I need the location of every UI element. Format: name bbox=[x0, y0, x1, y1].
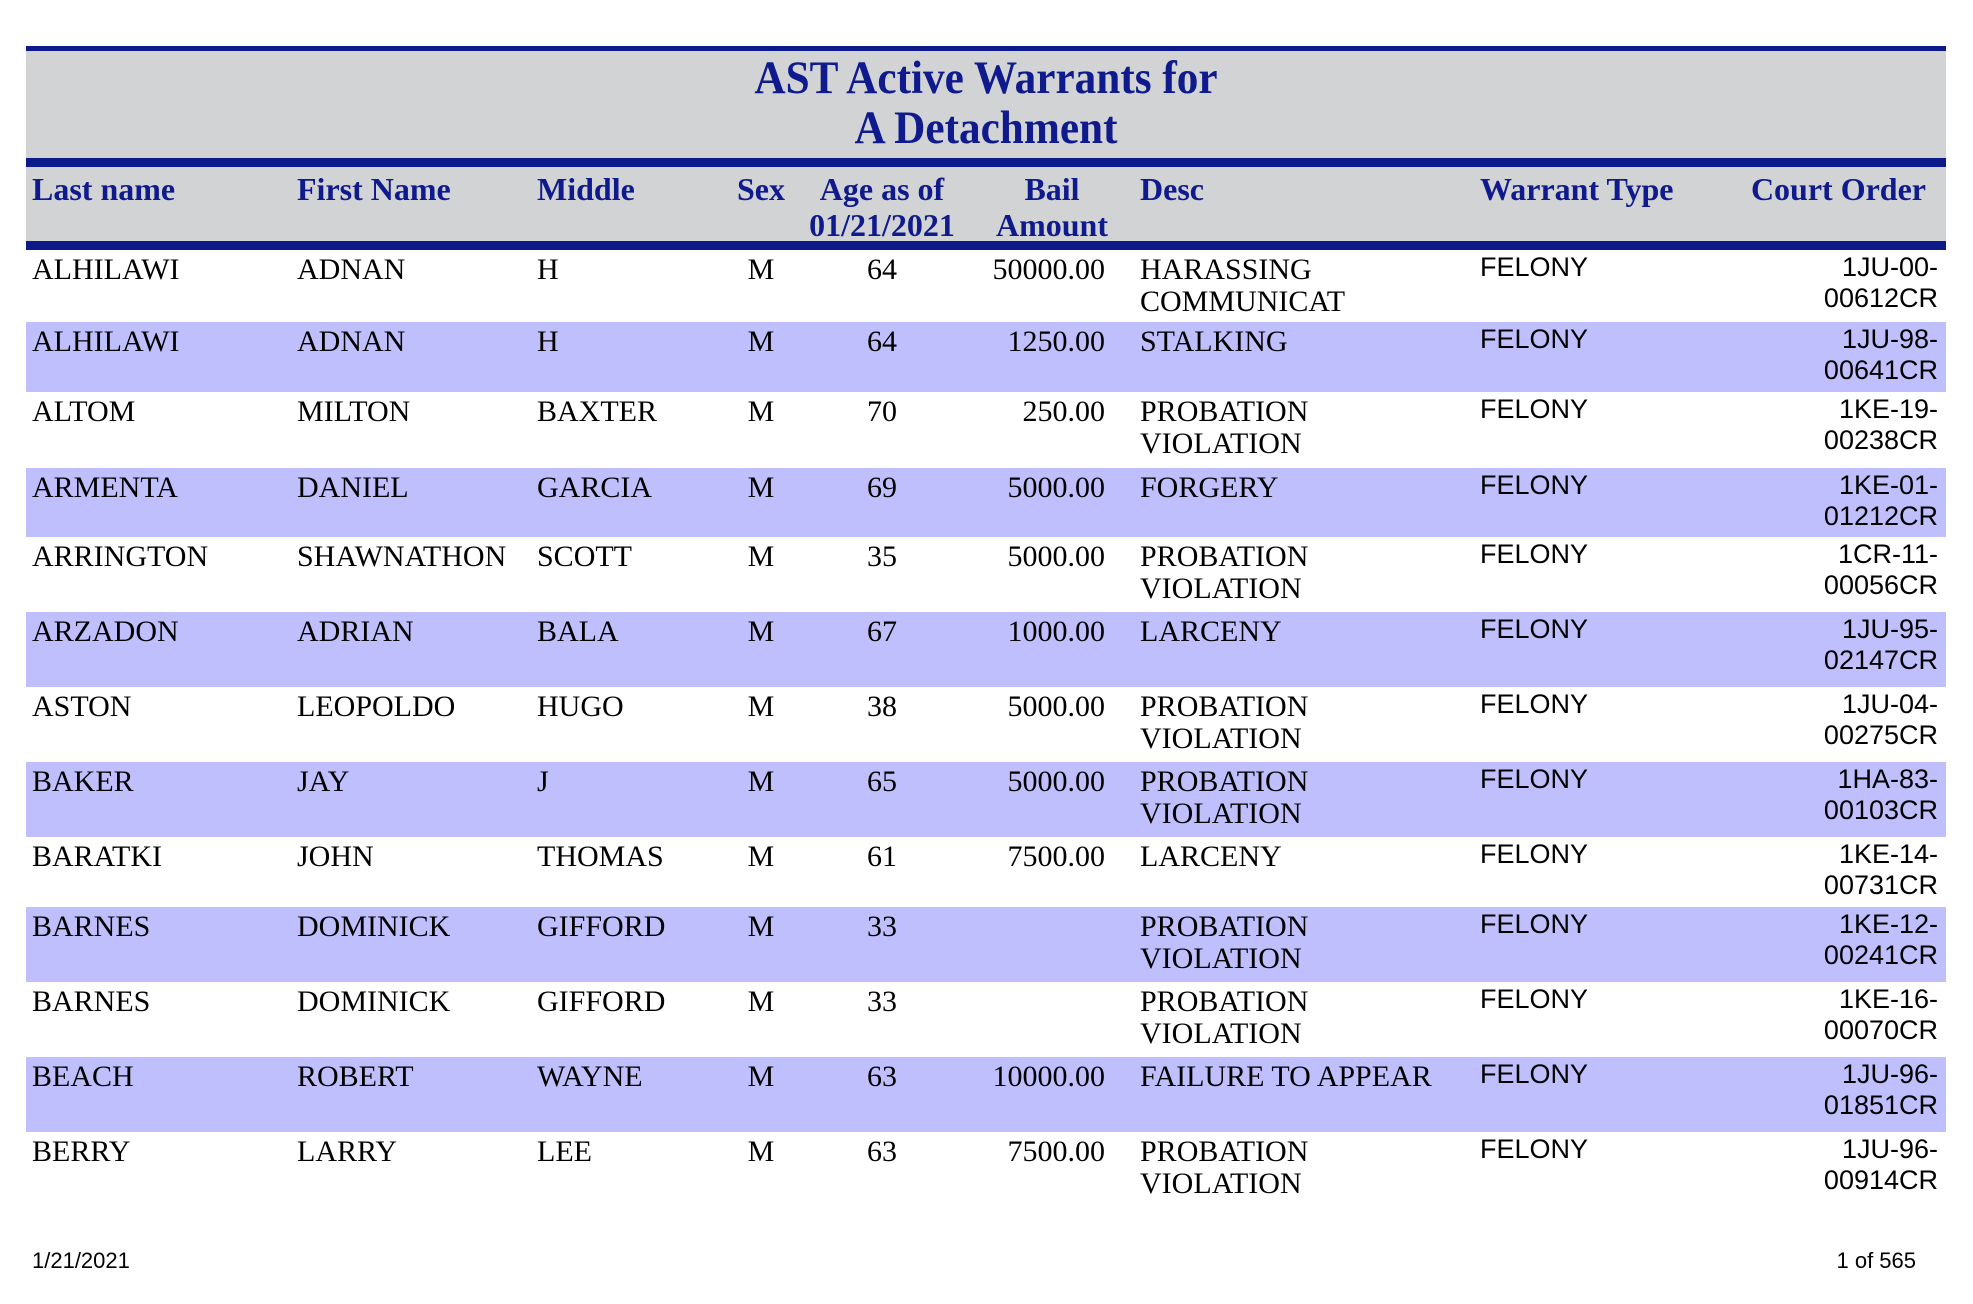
col-bail bbox=[984, 171, 1120, 243]
cell-last-name: BAKER bbox=[32, 765, 134, 798]
col-age-line2: 01/21/2021 bbox=[809, 207, 955, 243]
col-bail-line1: Bail bbox=[1024, 171, 1080, 207]
cell-middle: GIFFORD bbox=[537, 910, 666, 943]
cell-court-order-line2: 01212CR bbox=[1823, 501, 1938, 531]
cell-desc bbox=[1140, 841, 1282, 873]
cell-court-order-line2: 00641CR bbox=[1823, 355, 1938, 385]
cell-court-order-line2: 02147CR bbox=[1823, 645, 1938, 675]
cell-desc bbox=[1140, 766, 1308, 830]
cell-court-order-line1: 1JU-96- bbox=[1841, 1059, 1938, 1089]
cell-last-name: ALTOM bbox=[32, 395, 136, 428]
cell-sex: M bbox=[747, 540, 775, 573]
cell-middle: H bbox=[537, 253, 559, 286]
cell-age: 67 bbox=[867, 615, 897, 648]
cell-age: 63 bbox=[867, 1135, 897, 1168]
cell-bail-amount: 5000.00 bbox=[1007, 540, 1105, 573]
cell-sex: M bbox=[747, 1135, 775, 1168]
cell-desc-line2: VIOLATION bbox=[1140, 722, 1302, 755]
col-age bbox=[801, 171, 963, 243]
cell-middle: WAYNE bbox=[537, 1060, 643, 1093]
cell-desc-line1: STALKING bbox=[1140, 325, 1288, 358]
cell-warrant-type: FELONY bbox=[1480, 764, 1589, 794]
cell-age: 63 bbox=[867, 1060, 897, 1093]
cell-court-order bbox=[1824, 614, 1938, 676]
cell-warrant-type: FELONY bbox=[1480, 689, 1589, 719]
cell-last-name: ARZADON bbox=[32, 615, 179, 648]
cell-sex: M bbox=[747, 325, 775, 358]
cell-last-name: ALHILAWI bbox=[32, 253, 180, 286]
cell-desc bbox=[1140, 1061, 1432, 1093]
cell-warrant-type: FELONY bbox=[1480, 394, 1589, 424]
table-row bbox=[26, 1057, 1946, 1132]
cell-first-name: DOMINICK bbox=[297, 985, 451, 1018]
col-age-line1: Age as of bbox=[819, 171, 945, 207]
cell-age: 38 bbox=[867, 690, 897, 723]
table-row bbox=[26, 537, 1946, 612]
cell-desc bbox=[1140, 911, 1308, 975]
cell-court-order-line2: 00612CR bbox=[1823, 283, 1938, 313]
cell-court-order bbox=[1824, 470, 1938, 532]
cell-court-order bbox=[1824, 839, 1938, 901]
cell-sex: M bbox=[747, 615, 775, 648]
table-row bbox=[26, 907, 1946, 982]
cell-warrant-type: FELONY bbox=[1480, 324, 1589, 354]
cell-desc-line2: COMMUNICAT bbox=[1140, 285, 1346, 318]
cell-first-name: JOHN bbox=[297, 840, 374, 873]
cell-bail-amount: 250.00 bbox=[1022, 395, 1105, 428]
cell-court-order-line1: 1JU-00- bbox=[1841, 252, 1938, 282]
cell-age: 70 bbox=[867, 395, 897, 428]
cell-court-order-line2: 00103CR bbox=[1823, 795, 1938, 825]
cell-warrant-type: FELONY bbox=[1480, 909, 1589, 939]
table-row bbox=[26, 982, 1946, 1057]
cell-warrant-type: FELONY bbox=[1480, 839, 1589, 869]
cell-middle: GARCIA bbox=[537, 471, 653, 504]
cell-middle: BAXTER bbox=[537, 395, 657, 428]
cell-court-order bbox=[1824, 689, 1938, 751]
cell-court-order-line2: 00914CR bbox=[1823, 1165, 1938, 1195]
cell-court-order-line2: 00070CR bbox=[1823, 1015, 1938, 1045]
cell-age: 65 bbox=[867, 765, 897, 798]
warrant-table-body bbox=[26, 250, 1946, 1207]
cell-sex: M bbox=[747, 690, 775, 723]
cell-desc bbox=[1140, 396, 1308, 460]
cell-court-order-line2: 00238CR bbox=[1823, 425, 1938, 455]
cell-warrant-type: FELONY bbox=[1480, 252, 1589, 282]
cell-desc-line1: LARCENY bbox=[1140, 615, 1282, 648]
cell-bail-amount: 7500.00 bbox=[1007, 1135, 1105, 1168]
cell-desc-line1: FAILURE TO APPEAR bbox=[1140, 1060, 1432, 1093]
cell-court-order-line1: 1KE-12- bbox=[1838, 909, 1938, 939]
cell-court-order-line1: 1JU-95- bbox=[1841, 614, 1938, 644]
cell-court-order bbox=[1824, 252, 1938, 314]
cell-middle: SCOTT bbox=[537, 540, 633, 573]
col-bail-line2: Amount bbox=[995, 207, 1108, 243]
table-row bbox=[26, 837, 1946, 907]
table-row bbox=[26, 612, 1946, 687]
col-middle: Middle bbox=[537, 171, 635, 207]
cell-first-name: JAY bbox=[297, 765, 350, 798]
cell-court-order bbox=[1824, 1059, 1938, 1121]
cell-last-name: BARNES bbox=[32, 910, 151, 943]
cell-desc-line1: PROBATION bbox=[1140, 910, 1309, 943]
cell-sex: M bbox=[747, 253, 775, 286]
cell-desc-line1: PROBATION bbox=[1140, 540, 1309, 573]
cell-court-order bbox=[1824, 394, 1938, 456]
warrant-report bbox=[26, 46, 1946, 1207]
cell-bail-amount: 1250.00 bbox=[1007, 325, 1105, 358]
cell-desc bbox=[1140, 254, 1345, 318]
table-row bbox=[26, 250, 1946, 322]
cell-age: 64 bbox=[867, 325, 897, 358]
cell-court-order bbox=[1824, 909, 1938, 971]
title-bar bbox=[26, 51, 1946, 158]
cell-desc bbox=[1140, 472, 1278, 504]
cell-middle: THOMAS bbox=[537, 840, 664, 873]
col-court-order: Court Order bbox=[1750, 171, 1926, 207]
cell-warrant-type: FELONY bbox=[1480, 614, 1589, 644]
cell-warrant-type: FELONY bbox=[1480, 1059, 1589, 1089]
cell-warrant-type: FELONY bbox=[1480, 539, 1589, 569]
cell-first-name: MILTON bbox=[297, 395, 411, 428]
cell-desc bbox=[1140, 691, 1308, 755]
cell-court-order bbox=[1824, 1134, 1938, 1196]
cell-bail-amount: 5000.00 bbox=[1007, 471, 1105, 504]
col-sex: Sex bbox=[737, 171, 785, 207]
cell-desc-line2: VIOLATION bbox=[1140, 1167, 1302, 1200]
footer-page-number: 1 of 565 bbox=[1836, 1248, 1916, 1273]
cell-desc-line2: VIOLATION bbox=[1140, 572, 1302, 605]
cell-desc bbox=[1140, 616, 1282, 648]
cell-sex: M bbox=[747, 395, 775, 428]
cell-desc-line1: LARCENY bbox=[1140, 840, 1282, 873]
cell-desc-line1: PROBATION bbox=[1140, 395, 1309, 428]
cell-warrant-type: FELONY bbox=[1480, 470, 1589, 500]
cell-age: 61 bbox=[867, 840, 897, 873]
cell-last-name: ALHILAWI bbox=[32, 325, 180, 358]
header-top-rule bbox=[26, 158, 1946, 167]
cell-desc bbox=[1140, 1136, 1308, 1200]
cell-sex: M bbox=[747, 471, 775, 504]
col-desc: Desc bbox=[1140, 171, 1204, 207]
table-row bbox=[26, 468, 1946, 537]
cell-first-name: ADNAN bbox=[297, 253, 406, 286]
cell-court-order-line1: 1KE-16- bbox=[1838, 984, 1938, 1014]
cell-court-order-line1: 1JU-96- bbox=[1841, 1134, 1938, 1164]
cell-court-order-line1: 1KE-14- bbox=[1838, 839, 1938, 869]
cell-desc-line1: PROBATION bbox=[1140, 985, 1309, 1018]
cell-court-order-line1: 1HA-83- bbox=[1837, 764, 1938, 794]
cell-age: 64 bbox=[867, 253, 897, 286]
col-last-name: Last name bbox=[32, 171, 176, 207]
cell-desc bbox=[1140, 326, 1288, 358]
col-warrant-type: Warrant Type bbox=[1480, 171, 1674, 207]
cell-last-name: BARATKI bbox=[32, 840, 163, 873]
cell-desc bbox=[1140, 541, 1308, 605]
cell-bail-amount: 10000.00 bbox=[992, 1060, 1105, 1093]
cell-court-order-line2: 00275CR bbox=[1823, 720, 1938, 750]
cell-last-name: BERRY bbox=[32, 1135, 131, 1168]
cell-bail-amount: 7500.00 bbox=[1007, 840, 1105, 873]
cell-court-order-line1: 1JU-98- bbox=[1841, 324, 1938, 354]
report-title-line2: A Detachment bbox=[854, 102, 1118, 154]
cell-court-order-line2: 00241CR bbox=[1823, 940, 1938, 970]
cell-desc-line2: VIOLATION bbox=[1140, 797, 1302, 830]
report-title-line1: AST Active Warrants for bbox=[754, 52, 1218, 104]
cell-middle: J bbox=[537, 765, 549, 798]
cell-desc-line2: VIOLATION bbox=[1140, 427, 1302, 460]
cell-age: 33 bbox=[867, 985, 897, 1018]
table-row bbox=[26, 762, 1946, 837]
cell-warrant-type: FELONY bbox=[1480, 1134, 1589, 1164]
cell-court-order bbox=[1824, 764, 1938, 826]
cell-court-order-line1: 1KE-19- bbox=[1838, 394, 1938, 424]
cell-sex: M bbox=[747, 910, 775, 943]
cell-first-name: LARRY bbox=[297, 1135, 398, 1168]
cell-desc-line1: PROBATION bbox=[1140, 1135, 1309, 1168]
cell-first-name: DOMINICK bbox=[297, 910, 451, 943]
cell-first-name: SHAWNATHON bbox=[297, 540, 507, 573]
table-row bbox=[26, 322, 1946, 392]
cell-warrant-type: FELONY bbox=[1480, 984, 1589, 1014]
cell-last-name: ARMENTA bbox=[32, 471, 178, 504]
cell-age: 33 bbox=[867, 910, 897, 943]
cell-first-name: ADRIAN bbox=[297, 615, 414, 648]
cell-court-order-line2: 01851CR bbox=[1823, 1090, 1938, 1120]
cell-court-order bbox=[1824, 324, 1938, 386]
cell-first-name: ADNAN bbox=[297, 325, 406, 358]
cell-last-name: BEACH bbox=[32, 1060, 134, 1093]
cell-desc-line1: PROBATION bbox=[1140, 690, 1309, 723]
report-title bbox=[103, 53, 1869, 153]
cell-desc-line2: VIOLATION bbox=[1140, 942, 1302, 975]
cell-sex: M bbox=[747, 840, 775, 873]
cell-middle: GIFFORD bbox=[537, 985, 666, 1018]
cell-court-order-line1: 1KE-01- bbox=[1838, 470, 1938, 500]
footer-date: 1/21/2021 bbox=[32, 1248, 130, 1273]
cell-middle: BALA bbox=[537, 615, 619, 648]
cell-first-name: DANIEL bbox=[297, 471, 409, 504]
cell-age: 35 bbox=[867, 540, 897, 573]
cell-court-order-line2: 00056CR bbox=[1823, 570, 1938, 600]
cell-age: 69 bbox=[867, 471, 897, 504]
cell-middle: LEE bbox=[537, 1135, 592, 1168]
cell-court-order bbox=[1824, 984, 1938, 1046]
col-first-name: First Name bbox=[297, 171, 451, 207]
cell-last-name: ARRINGTON bbox=[32, 540, 209, 573]
table-row bbox=[26, 687, 1946, 762]
cell-last-name: BARNES bbox=[32, 985, 151, 1018]
cell-bail-amount: 1000.00 bbox=[1007, 615, 1105, 648]
cell-bail-amount: 50000.00 bbox=[992, 253, 1105, 286]
table-row bbox=[26, 392, 1946, 468]
cell-desc-line1: PROBATION bbox=[1140, 765, 1309, 798]
cell-court-order-line1: 1CR-11- bbox=[1837, 539, 1938, 569]
cell-last-name: ASTON bbox=[32, 690, 132, 723]
cell-sex: M bbox=[747, 1060, 775, 1093]
cell-middle: HUGO bbox=[537, 690, 624, 723]
column-header-row bbox=[26, 167, 1946, 241]
cell-desc-line1: HARASSING bbox=[1140, 253, 1312, 286]
cell-court-order bbox=[1824, 539, 1938, 601]
cell-court-order-line2: 00731CR bbox=[1823, 870, 1938, 900]
cell-sex: M bbox=[747, 765, 775, 798]
cell-first-name: LEOPOLDO bbox=[297, 690, 456, 723]
cell-court-order-line1: 1JU-04- bbox=[1841, 689, 1938, 719]
cell-desc-line2: VIOLATION bbox=[1140, 1017, 1302, 1050]
cell-first-name: ROBERT bbox=[297, 1060, 414, 1093]
cell-desc-line1: FORGERY bbox=[1140, 471, 1279, 504]
cell-bail-amount: 5000.00 bbox=[1007, 765, 1105, 798]
cell-middle: H bbox=[537, 325, 559, 358]
table-row bbox=[26, 1132, 1946, 1207]
cell-desc bbox=[1140, 986, 1308, 1050]
cell-sex: M bbox=[747, 985, 775, 1018]
cell-bail-amount: 5000.00 bbox=[1007, 690, 1105, 723]
